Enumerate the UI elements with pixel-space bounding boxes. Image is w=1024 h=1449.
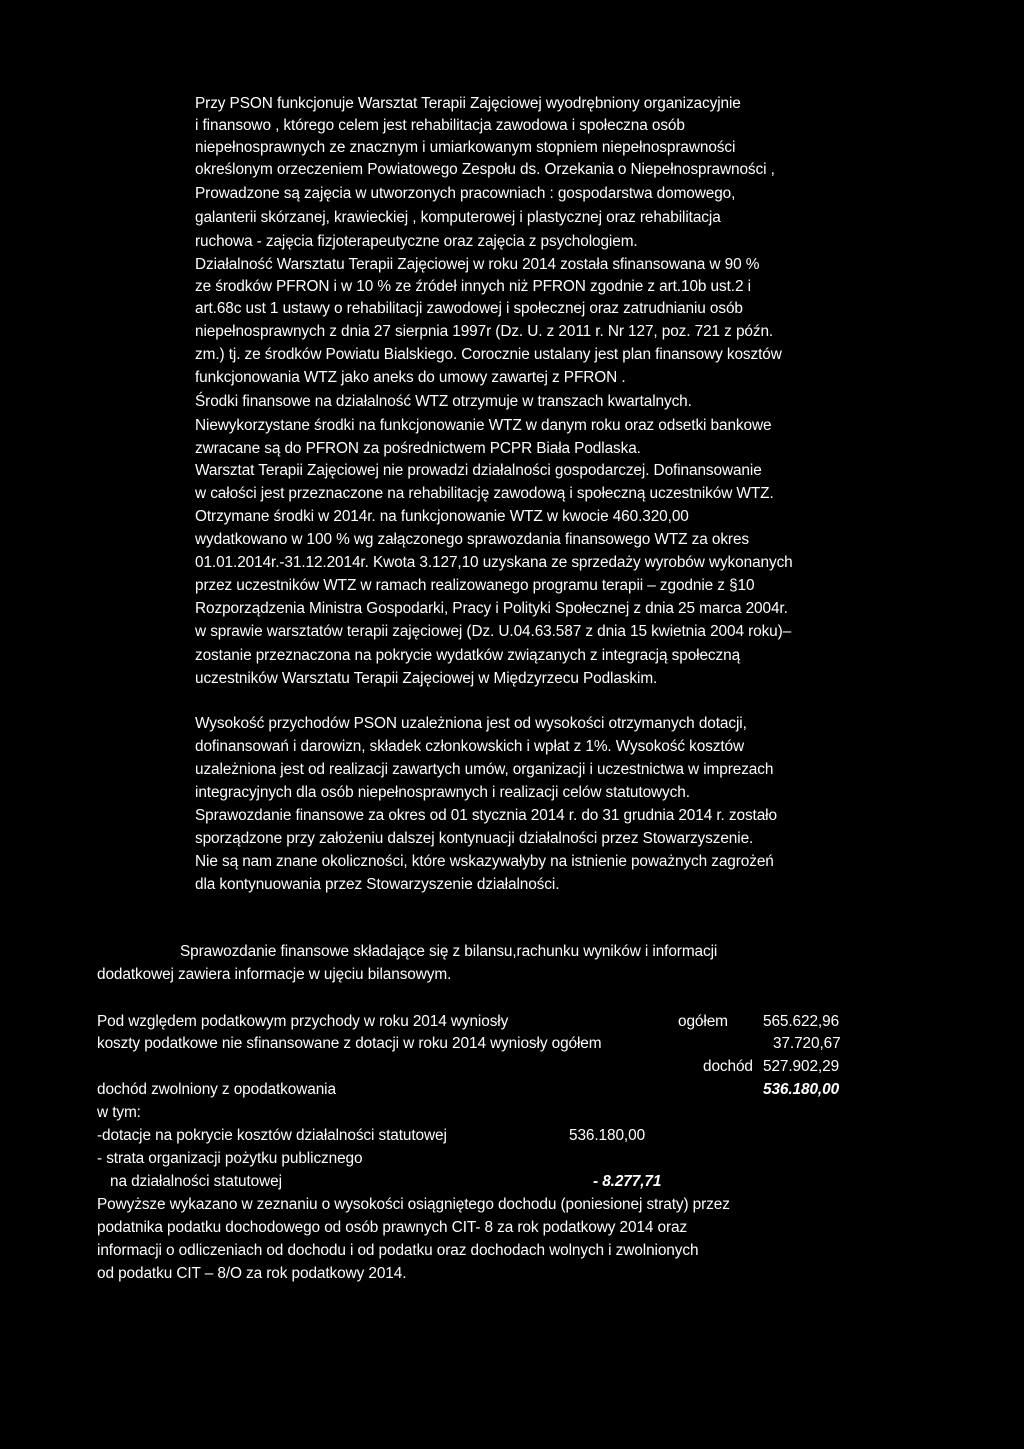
text-line: Sprawozdanie finansowe za okres od 01 stycznia 2014 r. do 31 grudnia 2014 r. zostało [195, 807, 777, 824]
tax-row-value: 536.180,00 [763, 1081, 840, 1098]
tax-row-label: w tym: [97, 1104, 141, 1121]
text-line: art.68c ust 1 ustawy o rehabilitacji zawodowej i społecznej oraz zatrudnianiu osób [195, 300, 743, 317]
text-line: Powyższe wykazano w zeznaniu o wysokości osiągniętego dochodu (poniesionej straty) przez [97, 1196, 730, 1213]
text-line: Wysokość przychodów PSON uzależniona jest od wysokości otrzymanych dotacji, [195, 715, 747, 732]
text-line: w sprawie warsztatów terapii zajęciowej (Dz. U.04.63.587 z dnia 15 kwietnia 2004 roku)– [195, 623, 792, 640]
tax-row-value: 565.622,96 [763, 1013, 840, 1030]
tax-row-label: na działalności statutowej [110, 1173, 282, 1190]
text-line: zm.) tj. ze środków Powiatu Bialskiego. Corocznie ustalany jest plan finansowy kosztów [195, 346, 782, 363]
text-line: i finansowo , którego celem jest rehabilitacja zawodowa i społeczna osób [195, 117, 685, 134]
text-line: Sprawozdanie finansowe składające się z bilansu,rachunku wyników i informacji [180, 943, 718, 960]
text-line: Rozporządzenia Ministra Gospodarki, Pracy i Polityki Społecznej z dnia 25 marca 2004r. [195, 600, 788, 617]
tax-row-label: koszty podatkowe nie sfinansowane z dotacji w roku 2014 wyniosły ogółem [97, 1035, 602, 1052]
tax-row-label: -dotacje na pokrycie kosztów działalności statutowej [97, 1127, 447, 1144]
text-line: zostanie przeznaczona na pokrycie wydatków związanych z integracją społeczną [195, 647, 741, 664]
tax-row-value: - 8.277,71 [593, 1173, 662, 1190]
text-line: integracyjnych dla osób niepełnosprawnych i realizacji celów statutowych. [195, 784, 690, 801]
text-line: Warsztat Terapii Zajęciowej nie prowadzi działalności gospodarczej. Dofinansowanie [195, 462, 762, 479]
text-line: dla kontynuowania przez Stowarzyszenie działalności. [195, 876, 560, 893]
text-line: Przy PSON funkcjonuje Warsztat Terapii Zajęciowej wyodrębniony organizacyjnie [195, 95, 741, 112]
text-line: ze środków PFRON i w 10 % ze źródeł innych niż PFRON zgodnie z art.10b ust.2 i [195, 278, 751, 295]
text-line: Środki finansowe na działalność WTZ otrzymuje w transzach kwartalnych. [195, 393, 692, 410]
text-line: dodatkowej zawiera informacje w ujęciu bilansowym. [97, 966, 452, 983]
tax-row-sublabel: ogółem [678, 1013, 728, 1030]
text-line: ruchowa - zajęcia fizjoterapeutyczne oraz zajęcia z psychologiem. [195, 233, 638, 250]
text-line: przez uczestników WTZ w ramach realizowanego programu terapii – zgodnie z §10 [195, 577, 755, 594]
text-line: wydatkowano w 100 % wg załączonego sprawozdania finansowego WTZ za okres [195, 531, 749, 548]
tax-row-value: 527.902,29 [763, 1058, 840, 1075]
text-line: niepełnosprawnych ze znacznym i umiarkowanym stopniem niepełnosprawności [195, 139, 736, 156]
text-line: informacji o odliczeniach od dochodu i od podatku oraz dochodach wolnych i zwolnionych [97, 1242, 699, 1259]
text-line: 01.01.2014r.-31.12.2014r. Kwota 3.127,10 uzyskana ze sprzedaży wyrobów wykonanych [195, 554, 793, 571]
tax-row-label: - strata organizacji pożytku publicznego [97, 1150, 363, 1167]
text-line: funkcjonowania WTZ jako aneks do umowy zawartej z PFRON . [195, 369, 626, 386]
text-line: podatnika podatku dochodowego od osób prawnych CIT- 8 za rok podatkowy 2014 oraz [97, 1219, 688, 1236]
text-line: uzależniona jest od realizacji zawartych umów, organizacji i uczestnictwa w imprezach [195, 761, 774, 778]
tax-row-value: 37.720,67 [773, 1035, 841, 1052]
text-line: Niewykorzystane środki na funkcjonowanie WTZ w danym roku oraz odsetki bankowe [195, 417, 772, 434]
tax-row-label: dochód zwolniony z opodatkowania [97, 1081, 336, 1098]
text-line: Działalność Warsztatu Terapii Zajęciowej w roku 2014 została sfinansowana w 90 % [195, 256, 760, 273]
text-line: uczestników Warsztatu Terapii Zajęciowej w Międzyrzecu Podlaskim. [195, 670, 658, 687]
text-line: od podatku CIT – 8/O za rok podatkowy 2014. [97, 1265, 407, 1282]
text-line: sporządzone przy założeniu dalszej kontynuacji działalności przez Stowarzyszenie. [195, 830, 754, 847]
tax-row-value: 536.180,00 [569, 1127, 646, 1144]
text-line: w całości jest przeznaczone na rehabilitację zawodową i społeczną uczestników WTZ. [195, 485, 774, 502]
text-line: zwracane są do PFRON za pośrednictwem PCPR Biała Podlaska. [195, 440, 641, 457]
text-line: galanterii skórzanej, krawieckiej , komputerowej i plastycznej oraz rehabilitacja [195, 209, 721, 226]
tax-row-label: Pod względem podatkowym przychody w roku 2014 wyniosły [97, 1013, 509, 1030]
text-line: niepełnosprawnych z dnia 27 sierpnia 1997r (Dz. U. z 2011 r. Nr 127, poz. 721 z późn. [195, 323, 774, 340]
text-line: Otrzymane środki w 2014r. na funkcjonowanie WTZ w kwocie 460.320,00 [195, 508, 689, 525]
text-line: dofinansowań i darowizn, składek członkowskich i wpłat z 1%. Wysokość kosztów [195, 738, 745, 755]
text-line: określonym orzeczeniem Powiatowego Zespołu ds. Orzekania o Niepełnosprawności , [195, 161, 775, 178]
text-line: Nie są nam znane okoliczności, które wskazywałyby na istnienie poważnych zagrożeń [195, 853, 774, 870]
tax-row-sublabel: dochód [703, 1058, 753, 1075]
text-line: Prowadzone są zajęcia w utworzonych pracowniach : gospodarstwa domowego, [195, 185, 736, 202]
